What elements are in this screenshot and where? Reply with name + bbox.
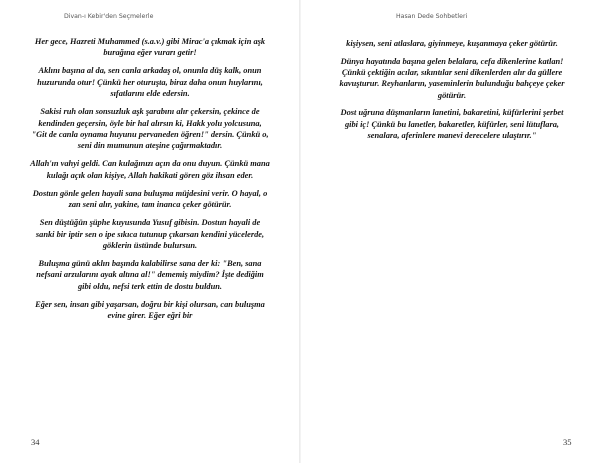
left-paragraph-2: Aklını başına al da, sen canla arkadaş ol, onunla düş kalk, onun huzurunda otur! Çünkü her oturuşta, biraz daha onun huylarını, sıfatlarını elde edersin. (37, 66, 263, 99)
right-paragraph-2: Dünya hayatında başına gelen belalara, cefa dikenlerine katlan! Çünkü çektiğin acılar, sıkıntılar seni dikenlerden alır da güllere kavuşturur. Reyhanların, yaseminlerin bulunduğu bahçeye çeker götürür. (339, 56, 565, 100)
left-page-number: 34 (31, 437, 40, 447)
left-running-head: Divan-ı Kebir'den Seçmelerle (64, 13, 154, 20)
right-page-number: 35 (563, 437, 572, 447)
left-paragraph-6: Sen düştüğün şüphe kuyusunda Yusuf gibisin. Dostun hayali de sanki bir iptir sen o ipe sıkıca tutunup çıkarsan kendini yücelerde, göklerin üstünde bulursun. (35, 218, 265, 251)
left-paragraph-5: Dostun gönle gelen hayali sana buluşma müjdesini verir. O hayal, o zan seni alır, yakine, tam inanca çeker götürür. (32, 188, 268, 210)
right-paragraph-3: Dost uğruna düşmanların lanetini, bakaretini, küfürlerini şerbet gibi iç! Çünkü bu lanetler, bakaretler, küfürler, seni lütuflara, senalara, aferinlere manevi derecelere ulaştırır." (340, 108, 564, 141)
left-paragraph-4: Allah'ın vahyi geldi. Can kulağınızı açın da onu duyun. Çünkü mana kulağı açık olan kişiye, Allah hakikati gören göz ihsan eder. (30, 159, 270, 180)
left-paragraph-8: Eğer sen, insan gibi yaşarsan, doğru bir kişi olursan, can buluşma evine girer. Eğer eğri bir (35, 299, 265, 321)
left-paragraph-7: Buluşma günü aklın başında kalabilirse sana der ki: "Ben, sana nefsani arzularını ayak altına al!" dememiş miydim? İşte dediğim gibi oldu, nefsi terk ettin de dostu buldun. (36, 259, 264, 291)
right-paragraph-1: kişiysen, seni atlaslara, giyinmeye, kuşanmaya çeker götürür. (346, 39, 558, 48)
left-text-block (30, 36, 270, 328)
right-text-block (336, 38, 568, 148)
right-running-head: Hasan Dede Sohbetleri (396, 13, 468, 20)
left-paragraph-3: Sakisi ruh olan sonsuzluk aşk şarabını alır çekersin, çekince de kendinden geçersin, öyle bir hal alırsın ki, Hakk yolu yolcusuna, "Git de canla oynama huyunu pervaneden öğren!" dersin. Çünkü o, seni din mumunun ateşine çağırmaktadır. (31, 107, 269, 151)
left-paragraph-1: Her gece, Hazreti Muhammed (s.a.v.) gibi Mirac'a çıkmak için aşk burağına eğer vurarı getir! (34, 37, 266, 58)
right-page (300, 0, 600, 463)
